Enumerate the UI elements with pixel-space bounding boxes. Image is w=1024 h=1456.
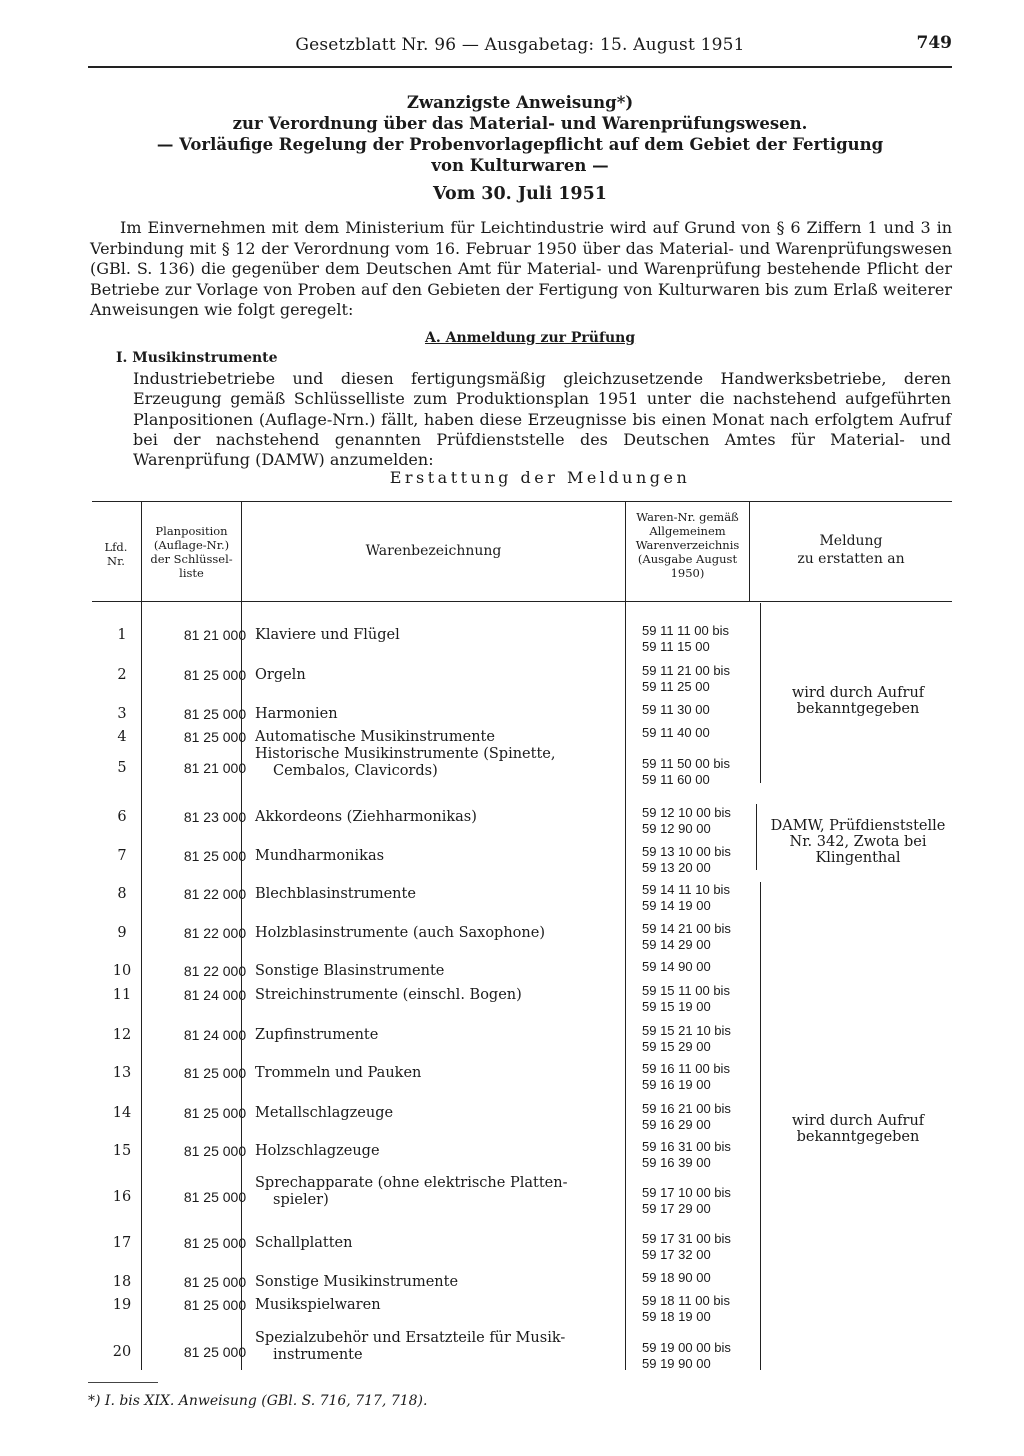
title-line-4: von Kulturwaren —: [431, 156, 609, 175]
item-name: [255, 729, 615, 746]
meldung-group-3: wird durch Aufruf bekanntgegeben: [791, 1113, 925, 1145]
item-name: [255, 1027, 615, 1044]
waren-nr-line-1: 59 16 11 00 bis: [642, 1061, 730, 1076]
row-number: 4: [117, 729, 127, 745]
table-row: [92, 882, 952, 913]
row-number: 14: [112, 1105, 132, 1121]
planposition: 81 23 000: [183, 809, 247, 825]
row-number: 17: [112, 1235, 132, 1251]
waren-nr: [642, 702, 757, 718]
planposition: 81 25 000: [183, 1189, 247, 1205]
waren-nr-line-1: 59 17 10 00 bis: [642, 1185, 731, 1200]
item-name: [255, 1065, 615, 1082]
waren-nr-line-2: 59 16 19 00: [642, 1077, 711, 1092]
waren-nr: [642, 805, 757, 837]
waren-nr-line-1: 59 11 21 00 bis: [642, 663, 730, 678]
item-name: [255, 1175, 615, 1209]
waren-nr: [642, 1185, 757, 1217]
document-title-block: [88, 92, 952, 205]
item-name-line-1: Klaviere und Flügel: [255, 627, 400, 643]
planposition: 81 25 000: [183, 1274, 247, 1290]
waren-nr-line-2: 59 17 29 00: [642, 1201, 711, 1216]
header-rule: [88, 66, 952, 68]
waren-nr-line-2: 59 14 19 00: [642, 898, 711, 913]
item-name: [255, 886, 615, 903]
waren-nr-line-2: 59 17 32 00: [642, 1247, 711, 1262]
row-number: 6: [117, 809, 127, 825]
item-name: [255, 1143, 615, 1160]
item-name-line-1: Sonstige Musikinstrumente: [255, 1274, 459, 1290]
waren-nr: [642, 959, 757, 975]
footnote: *) I. bis XIX. Anweisung (GBl. S. 716, 717, 718).: [88, 1393, 428, 1409]
intro-paragraph: Im Einvernehmen mit dem Ministerium für Leichtindustrie wird auf Grund von § 6 Ziffern 1 und 3 in Verbindung mit § 12 der Verordnung vom 16. Februar 1950 über das Material- und Warenprüfungswesen (GBl. S. 136) die gegenüber dem Deutschen Amt für Material- und Warenprüfung bestehende Pflicht der Betriebe zur Vorlage von Proben auf den Gebieten der Fertigung von Kulturwaren bis zum Erlaß weiterer Anweisungen wie folgt geregelt:: [90, 218, 952, 319]
row-number: 2: [117, 667, 127, 683]
row-number: 7: [117, 848, 127, 864]
table-row: [92, 1139, 952, 1170]
page-number: 749: [916, 33, 952, 53]
row-number: 3: [117, 706, 127, 722]
planposition: 81 25 000: [183, 1065, 247, 1081]
waren-nr-line-2: 59 11 25 00: [642, 679, 710, 694]
table-row: [92, 921, 952, 952]
table-row: [92, 663, 952, 694]
waren-nr-line-2: 59 11 60 00: [642, 772, 710, 787]
waren-nr-line-1: 59 16 21 00 bis: [642, 1101, 731, 1116]
item-name-line-1: Trommeln und Pauken: [255, 1065, 422, 1081]
planposition: 81 25 000: [183, 1235, 247, 1251]
planposition: 81 25 000: [183, 1297, 247, 1313]
waren-nr-line-1: 59 14 21 00 bis: [642, 921, 731, 936]
row-number: 19: [112, 1297, 132, 1313]
waren-nr-line-1: 59 11 40 00: [642, 725, 710, 740]
header-warenbezeichnung: Warenbezeichnung: [365, 543, 502, 559]
header-planposition: Planposition (Auflage-Nr.) der Schlüssel- liste: [150, 524, 233, 580]
table-header-rule: [92, 601, 952, 602]
waren-nr: [642, 623, 757, 655]
planposition: 81 24 000: [183, 1027, 247, 1043]
meldung-group-1: wird durch Aufruf bekanntgegeben: [791, 685, 925, 717]
row-number: 8: [117, 886, 127, 902]
planposition: 81 25 000: [183, 729, 247, 745]
waren-nr-line-2: 59 14 29 00: [642, 937, 711, 952]
waren-nr-line-1: 59 17 31 00 bis: [642, 1231, 731, 1246]
item-name-line-1: Holzschlagzeuge: [255, 1143, 380, 1159]
waren-nr: [642, 983, 757, 1015]
item-name: [255, 1297, 615, 1314]
table-row: [92, 1061, 952, 1092]
item-name: [255, 706, 615, 723]
waren-nr-line-1: 59 14 11 10 bis: [642, 882, 730, 897]
waren-nr-line-1: 59 19 00 00 bis: [642, 1340, 731, 1355]
item-name-line-1: Streichinstrumente (einschl. Bogen): [255, 987, 522, 1003]
item-name-line-2: Cembalos, Clavicords): [273, 763, 438, 779]
document-date: Vom 30. Juli 1951: [433, 184, 607, 204]
table-row: [92, 983, 952, 1014]
row-number: 1: [117, 627, 127, 643]
waren-nr-line-2: 59 15 19 00: [642, 999, 711, 1014]
item-name-line-1: Zupfinstrumente: [255, 1027, 379, 1043]
planposition: 81 22 000: [183, 963, 247, 979]
table-row: [92, 623, 952, 654]
table-row: [92, 746, 952, 787]
table-row: [92, 1231, 952, 1262]
item-name-line-2: instrumente: [273, 1347, 363, 1363]
row-number: 5: [117, 760, 127, 776]
waren-nr-line-1: 59 11 50 00 bis: [642, 756, 730, 771]
item-name: [255, 627, 615, 644]
item-name-line-1: Holzblasinstrumente (auch Saxophone): [255, 925, 545, 941]
waren-nr-line-1: 59 15 11 00 bis: [642, 983, 730, 998]
item-name: [255, 1330, 615, 1364]
item-name-line-1: Akkordeons (Ziehharmonikas): [255, 809, 477, 825]
table-row: [92, 959, 952, 983]
planposition: 81 22 000: [183, 886, 247, 902]
item-name-line-1: Orgeln: [255, 667, 306, 683]
header-waren-nr: Waren-Nr. gemäß Allgemeinem Warenverzeichnis (Ausgabe August 1950): [635, 510, 740, 580]
waren-nr: [642, 1023, 757, 1055]
row-number: 18: [112, 1274, 132, 1290]
planposition: 81 25 000: [183, 1143, 247, 1159]
row-number: 20: [112, 1344, 132, 1360]
waren-nr: [642, 1293, 757, 1325]
waren-nr: [642, 725, 757, 741]
table-caption: Erstattung der Meldungen: [389, 468, 691, 487]
waren-nr: [642, 921, 757, 953]
waren-nr-line-1: 59 15 21 10 bis: [642, 1023, 731, 1038]
waren-nr-line-2: 59 16 29 00: [642, 1117, 711, 1132]
table-row: [92, 1293, 952, 1324]
item-name: [255, 1105, 615, 1122]
section-i-paragraph: Industriebetriebe und diesen fertigungsmäßig gleichzusetzende Handwerksbetriebe, deren Erzeugung gemäß Schlüsselliste zum Produktionsplan 1951 unter die nachstehend aufgeführten Planpositionen (Auflage-Nrn.) fällt, haben diese Erzeugnisse bis einen Monat nach erfolgtem Aufruf bei der nachstehend genannten Prüfdienststelle des Deutschen Amtes für Material- und Warenprüfung (DAMW) anzumelden:: [133, 369, 951, 470]
item-name-line-1: Metallschlagzeuge: [255, 1105, 394, 1121]
item-name-line-1: Musikspielwaren: [255, 1297, 381, 1313]
header-lfd-nr: Lfd. Nr.: [104, 540, 128, 568]
waren-nr: [642, 1061, 757, 1093]
item-name-line-1: Schallplatten: [255, 1235, 353, 1251]
table-row: [92, 1270, 952, 1294]
planposition: 81 21 000: [183, 760, 247, 776]
waren-nr-line-2: 59 18 19 00: [642, 1309, 711, 1324]
item-name: [255, 963, 615, 980]
waren-nr-line-1: 59 18 11 00 bis: [642, 1293, 730, 1308]
waren-nr-line-2: 59 16 39 00: [642, 1155, 711, 1170]
row-number: 11: [112, 987, 132, 1003]
title-line-1: Zwanzigste Anweisung*): [406, 93, 634, 112]
table-row: [92, 1023, 952, 1054]
waren-nr-line-2: 59 15 29 00: [642, 1039, 711, 1054]
section-i-heading: I. Musikinstrumente: [116, 350, 278, 366]
item-name: [255, 1274, 615, 1291]
title-line-3: — Vorläufige Regelung der Probenvorlagepflicht auf dem Gebiet der Fertigung: [156, 135, 884, 154]
gazette-title: Gesetzblatt Nr. 96 — Ausgabetag: 15. August 1951: [295, 35, 745, 55]
waren-nr: [642, 882, 757, 914]
planposition: 81 25 000: [183, 706, 247, 722]
waren-nr-line-1: 59 18 90 00: [642, 1270, 711, 1285]
item-name: [255, 667, 615, 684]
planposition: 81 25 000: [183, 848, 247, 864]
header-meldung: Meldung zu erstatten an: [797, 533, 905, 567]
table-row: [92, 1175, 952, 1216]
item-name-line-1: Sonstige Blasinstrumente: [255, 963, 445, 979]
item-name-line-1: Harmonien: [255, 706, 338, 722]
row-number: 13: [112, 1065, 132, 1081]
section-a-heading: A. Anmeldung zur Prüfung: [425, 330, 636, 346]
item-name-line-2: spieler): [273, 1192, 329, 1208]
waren-nr: [642, 756, 757, 788]
item-name-line-1: Sprechapparate (ohne elektrische Platten-: [255, 1175, 568, 1191]
waren-nr-line-1: 59 13 10 00 bis: [642, 844, 731, 859]
waren-nr: [642, 1270, 757, 1286]
waren-nr-line-2: 59 19 90 00: [642, 1356, 711, 1371]
item-name-line-1: Historische Musikinstrumente (Spinette,: [255, 746, 556, 762]
title-line-2: zur Verordnung über das Material- und Warenprüfungswesen.: [232, 114, 808, 133]
planposition: 81 25 000: [183, 667, 247, 683]
item-name: [255, 1235, 615, 1252]
waren-nr-line-1: 59 16 31 00 bis: [642, 1139, 731, 1154]
waren-nr-line-1: 59 11 11 00 bis: [642, 623, 729, 638]
waren-nr: [642, 1340, 757, 1372]
table-row: [92, 1330, 952, 1371]
waren-nr-line-1: 59 12 10 00 bis: [642, 805, 731, 820]
group-brace: [760, 882, 761, 1370]
item-name: [255, 809, 615, 826]
row-number: 10: [112, 963, 132, 979]
planposition: 81 21 000: [183, 627, 247, 643]
group-brace: [756, 804, 757, 870]
waren-nr-line-1: 59 14 90 00: [642, 959, 711, 974]
item-name: [255, 848, 615, 865]
waren-nr: [642, 844, 757, 876]
waren-nr: [642, 1101, 757, 1133]
row-number: 12: [112, 1027, 132, 1043]
row-number: 16: [112, 1189, 132, 1205]
waren-nr-line-2: 59 11 15 00: [642, 639, 710, 654]
meldung-group-2: DAMW, Prüfdienststelle Nr. 342, Zwota bei Klingenthal: [770, 818, 946, 866]
item-name-line-1: Blechblasinstrumente: [255, 886, 416, 902]
item-name: [255, 746, 615, 780]
group-brace: [760, 603, 761, 783]
item-name-line-1: Automatische Musikinstrumente: [255, 729, 495, 745]
item-name: [255, 925, 615, 942]
waren-nr: [642, 1139, 757, 1171]
footnote-rule: [88, 1382, 158, 1383]
planposition: 81 22 000: [183, 925, 247, 941]
row-number: 9: [117, 925, 127, 941]
item-name: [255, 987, 615, 1004]
row-number: 15: [112, 1143, 132, 1159]
waren-nr-line-2: 59 12 90 00: [642, 821, 711, 836]
waren-nr-line-2: 59 13 20 00: [642, 860, 711, 875]
waren-nr-line-1: 59 11 30 00: [642, 702, 710, 717]
planposition: 81 24 000: [183, 987, 247, 1003]
waren-nr: [642, 1231, 757, 1263]
item-name-line-1: Mundharmonikas: [255, 848, 385, 864]
waren-nr: [642, 663, 757, 695]
planposition: 81 25 000: [183, 1105, 247, 1121]
planposition: 81 25 000: [183, 1344, 247, 1360]
table-top-rule: [92, 501, 952, 502]
item-name-line-1: Spezialzubehör und Ersatzteile für Musik-: [255, 1330, 566, 1346]
